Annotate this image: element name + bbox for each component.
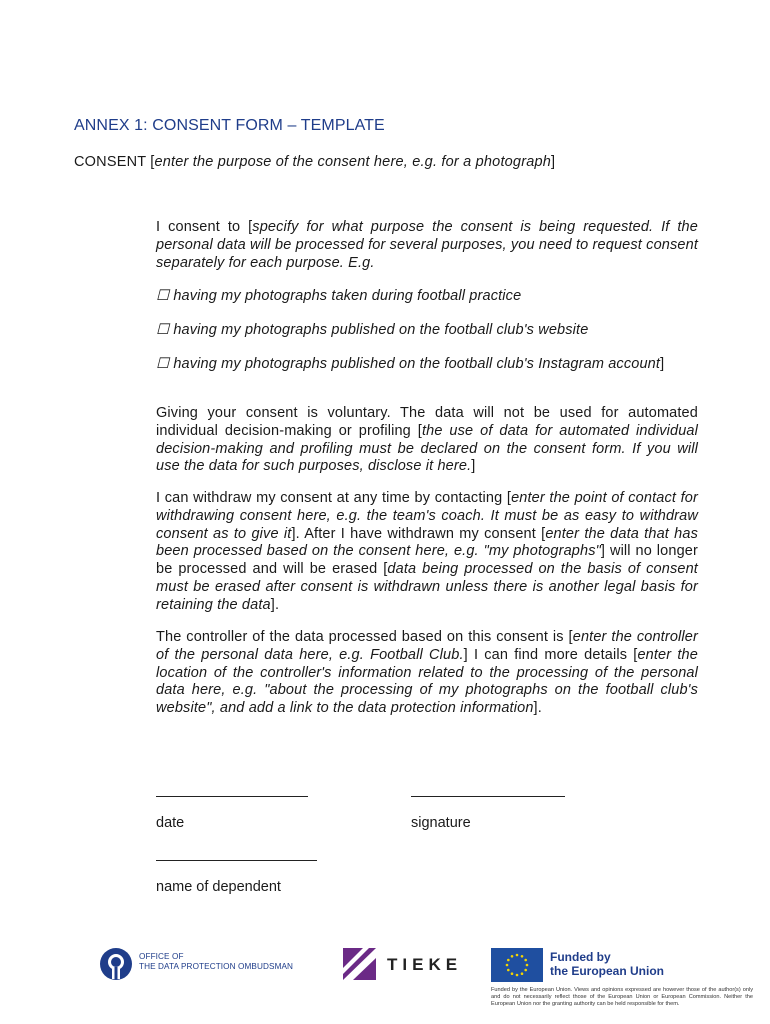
eu-flag bbox=[491, 948, 543, 987]
voluntary-paragraph bbox=[156, 405, 698, 476]
ombudsman-line1: OFFICE OF bbox=[139, 952, 184, 961]
para1-instructions: specify for what purpose the consent is being requested. If the personal data will be processed for several purposes, you need to request consent separately for each purpose. E.g. bbox=[156, 219, 698, 271]
ombudsman-logo bbox=[99, 947, 133, 986]
para2-text: Giving your consent is voluntary. The data will not be used for automated individual decision-making or profiling [ bbox=[156, 405, 698, 439]
para4-text: The controller of the data processed based on this consent is [ bbox=[156, 629, 573, 645]
consent-request-paragraph bbox=[156, 219, 698, 272]
page-title: ANNEX 1: CONSENT FORM – TEMPLATE bbox=[74, 117, 385, 134]
name-line[interactable] bbox=[156, 860, 317, 861]
eu-disclaimer: Funded by the European Union. Views and opinions expressed are however those of the author(s) only and do not necessarily reflect those of the European Union or European Commission. Neither the European Union nor the granting authority can be held responsible for them. bbox=[491, 987, 753, 1007]
tieke-logo bbox=[343, 948, 376, 985]
tieke-mark-icon bbox=[343, 948, 376, 980]
para2-instructions: the use of data for automated individual decision-making and profiling must be declared on the consent form. If you will use the data for such purposes, disclose it here. bbox=[156, 422, 698, 475]
para4-instructions: enter the controller of the personal data here, e.g. Football Club. bbox=[156, 629, 698, 663]
consent-purpose-line bbox=[74, 154, 555, 170]
para3-instructions: data being processed on the basis of consent must be erased after consent is withdrawn unless there is another legal basis for retaining the data bbox=[156, 561, 698, 613]
footer-logos bbox=[0, 940, 770, 1024]
para3-instructions: enter the data that has been processed based on the consent here, e.g. "my photographs" bbox=[156, 525, 699, 560]
para1-prefix: I consent to [ bbox=[156, 219, 253, 235]
eu-line1: Funded by bbox=[550, 950, 611, 964]
para4-instructions: enter the location of the controller's information related to the processing of the personal data here, e.g. "about the processing of my photographs on the football club's website", and add a link to the data protection information bbox=[156, 646, 698, 717]
consent-purpose-placeholder: enter the purpose of the consent here, e.g. for a photograph bbox=[154, 154, 552, 170]
para3-instructions: enter the point of contact for withdrawing consent here, e.g. the team's coach. It must be as easy to withdraw consent as to give it bbox=[156, 490, 699, 542]
consent-option[interactable]: ☐ having my photographs published on the football club's website bbox=[156, 322, 589, 338]
para3-text: ]. bbox=[270, 596, 280, 613]
consent-option[interactable] bbox=[156, 356, 698, 374]
ombudsman-name bbox=[139, 952, 293, 971]
withdrawal-paragraph bbox=[156, 490, 698, 615]
eu-funding-text bbox=[550, 950, 664, 978]
name-label: name of dependent bbox=[156, 879, 281, 895]
para3-text: ] will no longer be processed and will be erased [ bbox=[156, 543, 699, 578]
consent-suffix: ] bbox=[551, 154, 556, 170]
para3-text: I can withdraw my consent at any time by contacting [ bbox=[156, 490, 512, 506]
controller-paragraph bbox=[156, 629, 698, 718]
option-close-bracket: ] bbox=[660, 356, 665, 372]
ombudsman-emblem-icon bbox=[99, 947, 133, 981]
option-text: ☐ having my photographs published on the football club's Instagram account bbox=[156, 356, 661, 372]
para4-text: ]. bbox=[533, 700, 542, 717]
para3-text: ]. After I have withdrawn my consent [ bbox=[291, 525, 546, 542]
signature-label: signature bbox=[411, 815, 471, 831]
consent-option[interactable]: ☐ having my photographs taken during football practice bbox=[156, 288, 522, 304]
signature-line[interactable] bbox=[411, 796, 565, 797]
ombudsman-line2: THE DATA PROTECTION OMBUDSMAN bbox=[139, 961, 294, 971]
eu-line2: the European Union bbox=[550, 964, 664, 978]
consent-prefix: CONSENT [ bbox=[74, 154, 155, 170]
para4-text: ] I can find more details [ bbox=[463, 646, 638, 663]
date-label: date bbox=[156, 815, 185, 831]
tieke-wordmark: TIEKE bbox=[387, 955, 463, 974]
date-line[interactable] bbox=[156, 796, 308, 797]
para2-close: ] bbox=[471, 458, 476, 475]
eu-flag-icon bbox=[491, 948, 543, 982]
